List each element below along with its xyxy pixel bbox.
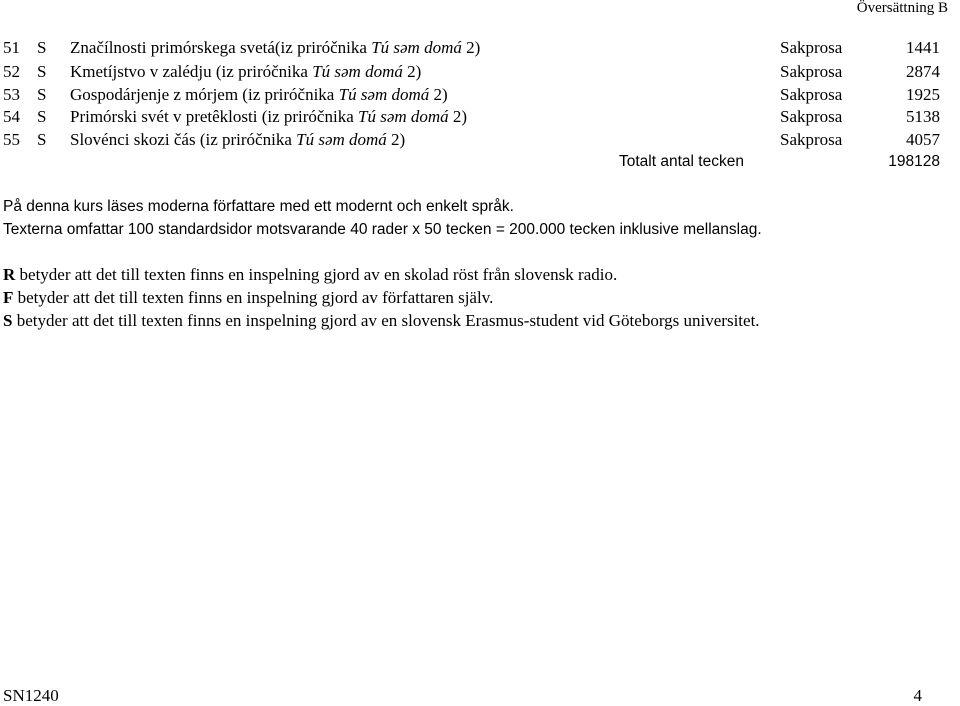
recording-code: S <box>37 85 47 104</box>
legend-text: betyder att det till texten finns en inspelning gjord av en slovensk Erasmus-student vid Göteborgs universitet. <box>12 311 760 330</box>
legend-text: betyder att det till texten finns en inspelning gjord av författaren själv. <box>13 288 494 307</box>
text-title: Kmetíjstvo v zalédju (iz priróčnika Tú səm domá 2) <box>70 62 422 81</box>
text-title: Primórski svét v pretêklosti (iz priróčnika Tú səm domá 2) <box>70 107 468 126</box>
recording-code: S <box>37 107 47 126</box>
text-row <box>0 84 960 106</box>
text-scope-description: Texterna omfattar 100 standardsidor motsvarande 40 rader x 50 tecken = 200.000 tecken inklusive mellanslag. <box>3 221 762 238</box>
row-number: 51 <box>3 38 20 57</box>
legend-item <box>3 287 493 309</box>
text-title: Značílnosti primórskega svetá(iz priróčnika Tú səm domá 2) <box>70 38 481 57</box>
text-title: Slovénci skozi čás (iz priróčnika Tú səm domá 2) <box>70 130 406 149</box>
course-code: SN1240 <box>3 686 59 705</box>
total-row <box>0 151 960 173</box>
row-number: 55 <box>3 130 20 149</box>
text-genre: Sakprosa <box>780 62 843 81</box>
character-count: 5138 <box>906 107 940 126</box>
total-label: Totalt antal tecken <box>619 153 744 170</box>
legend-text: betyder att det till texten finns en inspelning gjord av en skolad röst från slovensk radio. <box>15 265 618 284</box>
recording-code: S <box>37 62 47 81</box>
text-row <box>0 106 960 128</box>
text-genre: Sakprosa <box>780 107 843 126</box>
document-label: Översättning B <box>856 0 948 16</box>
total-value: 198128 <box>888 153 940 170</box>
character-count: 2874 <box>906 62 940 81</box>
text-row <box>0 37 960 59</box>
text-genre: Sakprosa <box>780 130 843 149</box>
character-count: 1925 <box>906 85 940 104</box>
legend-key: R <box>3 265 16 284</box>
character-count: 4057 <box>906 130 940 149</box>
text-genre: Sakprosa <box>780 85 843 104</box>
character-count: 1441 <box>906 38 940 57</box>
recording-code: S <box>37 38 47 57</box>
page-number: 4 <box>913 686 922 705</box>
legend-key: F <box>3 288 14 307</box>
legend-item <box>3 310 760 332</box>
recording-code: S <box>37 130 47 149</box>
text-genre: Sakprosa <box>780 38 843 57</box>
course-description: På denna kurs läses moderna författare med ett modernt och enkelt språk. <box>3 198 514 215</box>
legend-item <box>3 264 617 286</box>
text-row <box>0 61 960 83</box>
text-row <box>0 129 960 151</box>
legend-key: S <box>3 311 13 330</box>
row-number: 54 <box>3 107 20 126</box>
row-number: 52 <box>3 62 20 81</box>
row-number: 53 <box>3 85 20 104</box>
text-title: Gospodárjenje z mórjem (iz priróčnika Tú səm domá 2) <box>70 85 448 104</box>
